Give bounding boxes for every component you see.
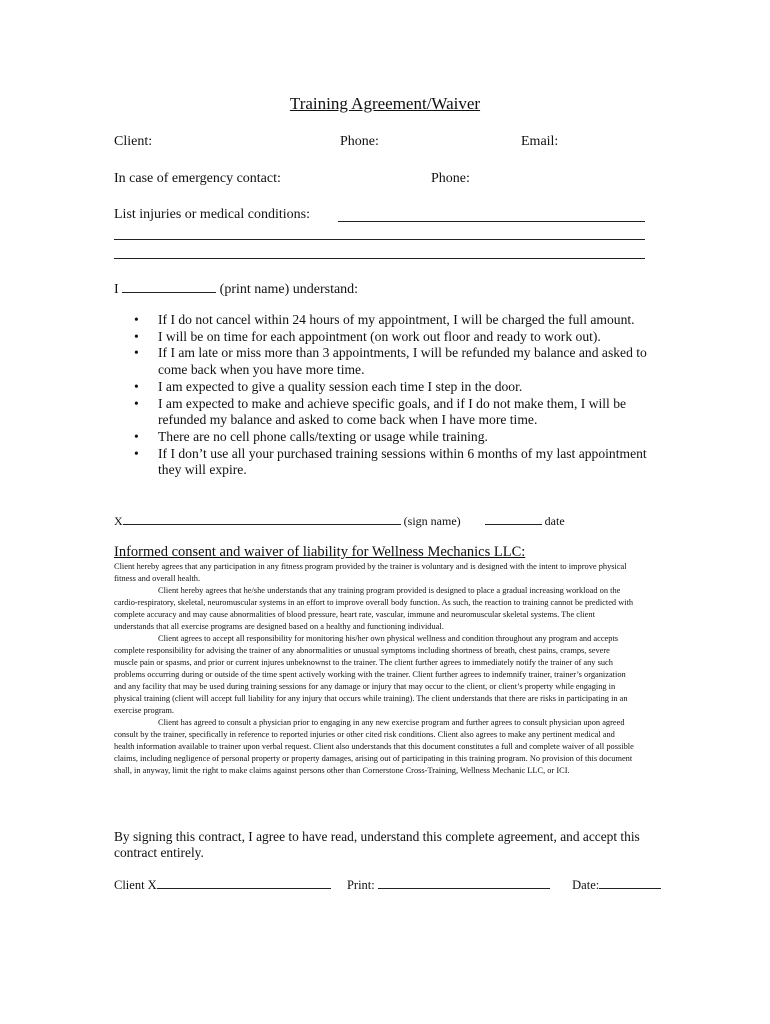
injuries-label: List injuries or medical conditions: [114, 207, 310, 222]
list-item: • There are no cell phone calls/texting or usage while training. [114, 429, 664, 446]
document-title: Training Agreement/Waiver [289, 94, 481, 113]
footer-date-field[interactable] [599, 876, 661, 889]
emergency-contact-label: In case of emergency contact: [114, 171, 281, 186]
signature-x: X [114, 514, 123, 528]
injuries-line-2[interactable] [114, 239, 645, 240]
list-item: • If I do not cancel within 24 hours of my appointment, I will be charged the full amount. [114, 312, 664, 329]
signature-field[interactable] [123, 512, 401, 525]
consent-paragraph: Client hereby agrees that he/she understands that any training program provided is designed to place a gradual increasing workload on the cardio-respiratory, skeletal, neuromuscular systems in an effort to improve overall body function. As such, the reaction to training cannot be predicted with complete accuracy and may cause abnormalities of blood pressure, heart rate, vascular, immune and neuromuscular skeletal systems. The client understands that all exercise programs are designed based on a healthy and functioning individual. [114, 586, 634, 631]
sign-name-label: (sign name) [403, 514, 461, 528]
understand-prefix: I [114, 282, 119, 297]
understand-suffix: (print name) understand: [219, 282, 359, 297]
footer-print-field[interactable] [378, 876, 550, 889]
injuries-line-1[interactable] [338, 221, 645, 222]
signature-row [114, 512, 565, 529]
phone-label: Phone: [340, 134, 379, 149]
consent-body [114, 561, 634, 777]
footer-client-label: Client X [114, 878, 157, 892]
consent-heading: Informed consent and waiver of liability for Wellness Mechanics LLC: [114, 544, 526, 560]
sign-date-label: date [544, 514, 565, 528]
footer-print-label: Print: [346, 878, 375, 892]
footer-date-label: Date: [572, 878, 600, 892]
list-item: • I am expected to give a quality session each time I step in the door. [114, 379, 664, 396]
print-name-field[interactable] [122, 280, 216, 293]
footer-signature-row [114, 876, 661, 893]
emergency-phone-label: Phone: [431, 171, 470, 186]
list-item: • I will be on time for each appointment (on work out floor and ready to work out). [114, 329, 664, 346]
terms-list [114, 312, 664, 479]
list-item: • If I don’t use all your purchased training sessions within 6 months of my last appointment they will expire. [114, 446, 664, 479]
consent-paragraph: Client has agreed to consult a physician prior to engaging in any new exercise program and further agrees to consult physician upon agreed consult by the trainer, specifically in reference to reported injuries or other cited risk conditions. Client also agrees to make any pertinent medical and health information available to trainer upon verbal request. Client also understands that this document constitutes a full and complete waiver of all possible claims, including negligence of personal property or property damages, arising out of participating in this training program. No provision of this document shall, in anyway, limit the right to make claims against persons other than Cornerstone Cross-Training, Wellness Mechanic LLC, or ICI. [114, 718, 634, 775]
injuries-line-3[interactable] [114, 258, 645, 259]
closing-statement: By signing this contract, I agree to have read, understand this complete agreement, and accept this contract entirely. [114, 829, 640, 860]
sign-date-field[interactable] [485, 512, 542, 525]
list-item: • I am expected to make and achieve specific goals, and if I do not make them, I will be refunded my balance and asked to come back when I have more time. [114, 396, 664, 429]
understand-statement [114, 280, 358, 298]
footer-client-signature-field[interactable] [157, 876, 331, 889]
client-label: Client: [114, 134, 153, 149]
email-label: Email: [521, 134, 559, 149]
consent-paragraph: Client agrees to accept all responsibility for monitoring his/her own physical wellness and condition throughout any program and accepts complete responsibility for advising the trainer of any abnormalities or unusual symptoms including shortness of breath, chest pains, cramps, severe muscle pain or spasms, and prior or current injures unbeknownst to the trainer. The client further agrees to immediately notify the trainer of any such problems occurring during or outside of the time spent actively working with the trainer. Client further agrees to indemnify trainer, trainer’s organization and any facility that may be used during training sessions for any damage or injury that may occur to the client, or client’s property while engaging in physical training (client will accept full liability for any injury that occurs while training). The client understands that there are risks in participating in an exercise program. [114, 634, 628, 715]
list-item: • If I am late or miss more than 3 appointments, I will be refunded my balance and asked to come back when you have more time. [114, 345, 664, 378]
consent-paragraph: Client hereby agrees that any participation in any fitness program provided by the trainer is voluntary and is designed with the intent to improve physical fitness and overall health. [114, 562, 627, 583]
